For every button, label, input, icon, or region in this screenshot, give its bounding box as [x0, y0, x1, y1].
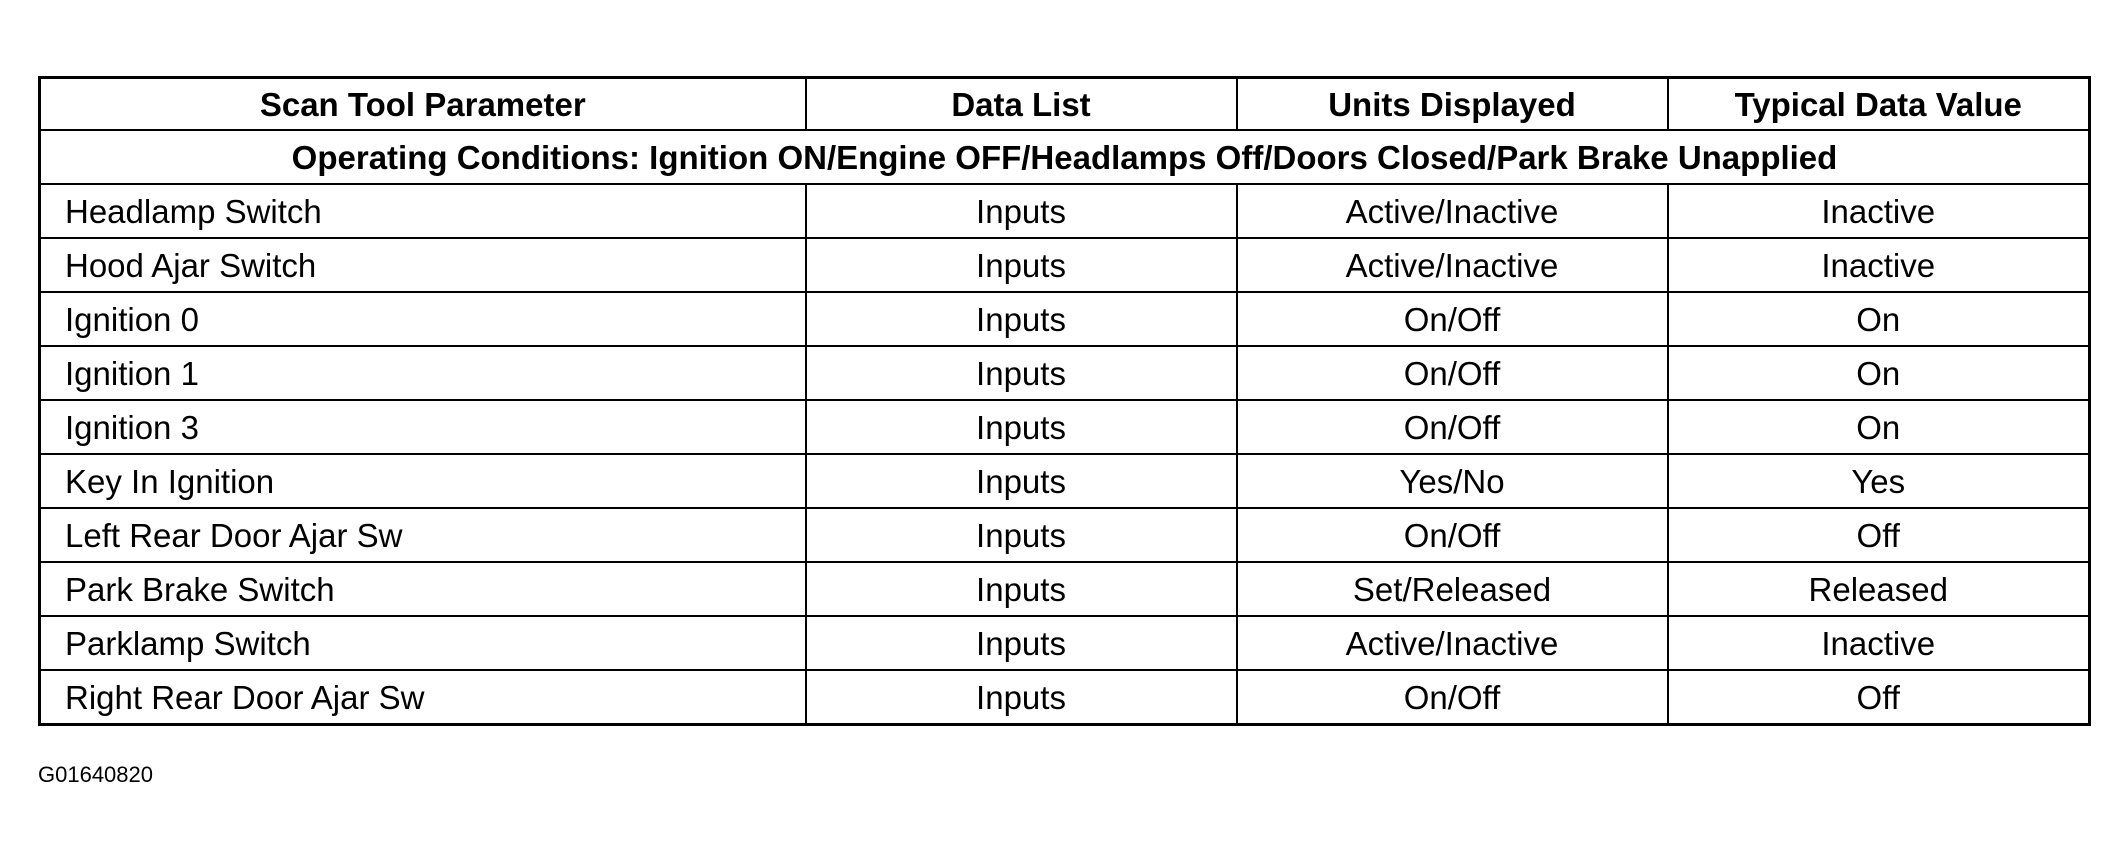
table-row: [40, 562, 2090, 616]
table-row: [40, 454, 2090, 508]
cell-data-list: Inputs: [806, 184, 1237, 238]
cell-data-list: Inputs: [806, 508, 1237, 562]
figure-id-label: G01640820: [38, 762, 153, 787]
cell-parameter: Left Rear Door Ajar Sw: [40, 508, 806, 562]
cell-units: On/Off: [1237, 670, 1668, 725]
cell-parameter: Right Rear Door Ajar Sw: [40, 670, 806, 725]
table-header: [40, 78, 2090, 131]
cell-units: Active/Inactive: [1237, 184, 1668, 238]
cell-units: Yes/No: [1237, 454, 1668, 508]
cell-typical-value: Inactive: [1668, 184, 2090, 238]
cell-units: Active/Inactive: [1237, 616, 1668, 670]
cell-data-list: Inputs: [806, 292, 1237, 346]
header-row: [40, 78, 2090, 131]
cell-units: Active/Inactive: [1237, 238, 1668, 292]
cell-parameter: Ignition 3: [40, 400, 806, 454]
header-data-list: Data List: [806, 78, 1237, 131]
cell-typical-value: Off: [1668, 670, 2090, 725]
table-row: [40, 292, 2090, 346]
cell-units: On/Off: [1237, 508, 1668, 562]
cell-data-list: Inputs: [806, 670, 1237, 725]
cell-data-list: Inputs: [806, 616, 1237, 670]
cell-typical-value: Inactive: [1668, 238, 2090, 292]
table-row: [40, 346, 2090, 400]
operating-conditions: Operating Conditions: Ignition ON/Engine OFF/Headlamps Off/Doors Closed/Park Brake Unapplied: [40, 130, 2090, 184]
cell-parameter: Key In Ignition: [40, 454, 806, 508]
cell-data-list: Inputs: [806, 454, 1237, 508]
cell-parameter: Ignition 1: [40, 346, 806, 400]
table-row: [40, 184, 2090, 238]
cell-typical-value: Inactive: [1668, 616, 2090, 670]
cell-units: On/Off: [1237, 292, 1668, 346]
cell-parameter: Parklamp Switch: [40, 616, 806, 670]
table-row: [40, 238, 2090, 292]
table-body: [40, 130, 2090, 725]
cell-units: Set/Released: [1237, 562, 1668, 616]
cell-parameter: Ignition 0: [40, 292, 806, 346]
cell-typical-value: On: [1668, 346, 2090, 400]
cell-parameter: Park Brake Switch: [40, 562, 806, 616]
cell-data-list: Inputs: [806, 562, 1237, 616]
cell-data-list: Inputs: [806, 346, 1237, 400]
cell-parameter: Hood Ajar Switch: [40, 238, 806, 292]
cell-data-list: Inputs: [806, 400, 1237, 454]
header-units-displayed: Units Displayed: [1237, 78, 1668, 131]
table-row: [40, 400, 2090, 454]
cell-typical-value: Off: [1668, 508, 2090, 562]
operating-conditions-row: [40, 130, 2090, 184]
header-typical-data-value: Typical Data Value: [1668, 78, 2090, 131]
cell-parameter: Headlamp Switch: [40, 184, 806, 238]
header-scan-tool-parameter: Scan Tool Parameter: [40, 78, 806, 131]
cell-typical-value: Released: [1668, 562, 2090, 616]
table-row: [40, 670, 2090, 725]
table-row: [40, 508, 2090, 562]
table-row: [40, 616, 2090, 670]
scan-tool-data-table: [38, 76, 2091, 726]
cell-units: On/Off: [1237, 400, 1668, 454]
cell-typical-value: Yes: [1668, 454, 2090, 508]
cell-typical-value: On: [1668, 292, 2090, 346]
cell-typical-value: On: [1668, 400, 2090, 454]
cell-units: On/Off: [1237, 346, 1668, 400]
cell-data-list: Inputs: [806, 238, 1237, 292]
